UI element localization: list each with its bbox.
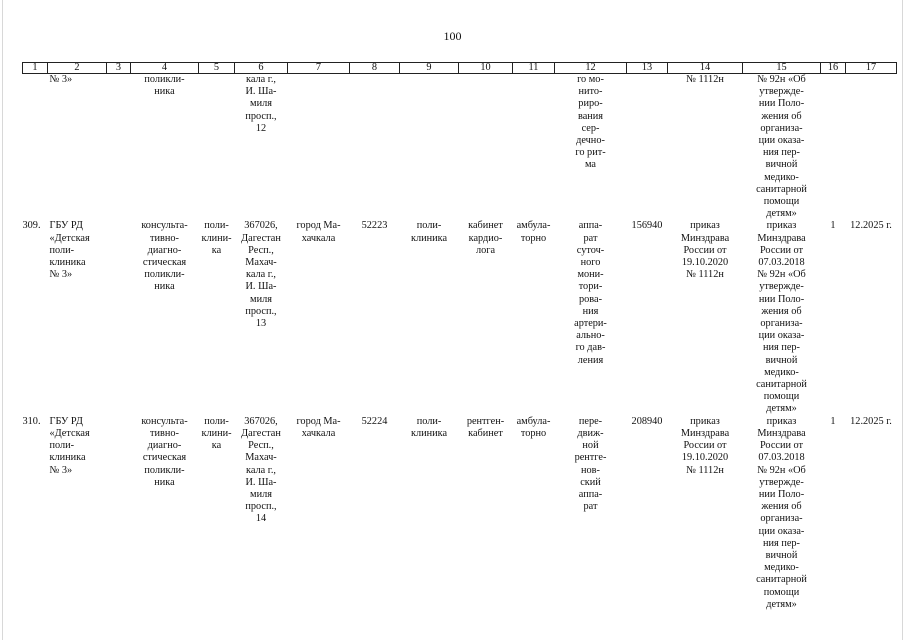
- unit-type: поли- клини- ка: [201, 415, 232, 452]
- equipment-name: го мо- нито- риро- вания сер- дечно- го рит- ма: [575, 74, 606, 171]
- department: поли- клиника: [410, 220, 448, 244]
- header-cell: 11: [513, 63, 555, 74]
- quantity: [821, 74, 846, 221]
- equipment-code: 208940: [631, 415, 663, 427]
- row-number: 310.: [22, 415, 41, 427]
- equipment-name: аппа- рат суточ- ного мони- тори- рова- ния артери- ально- го дав- ления: [574, 220, 607, 366]
- header-cell: 8: [350, 63, 400, 74]
- cell-col3: [107, 74, 131, 221]
- header-cell: 6: [235, 63, 288, 74]
- header-cell: 15: [743, 63, 821, 74]
- equipment-table: [22, 62, 897, 611]
- department: поли- клиника: [410, 415, 448, 439]
- column-number-header: [23, 63, 897, 74]
- row-number: 309.: [22, 220, 41, 232]
- header-cell: 3: [107, 63, 131, 74]
- standard-reference: № 92н «Об утвержде- нии Поло- жения об организа- ции оказа- ния пер- вичной медико- санитарной помощи детям»: [756, 74, 807, 220]
- header-cell: 9: [400, 63, 459, 74]
- order-reference: приказ Минздрава России от 19.10.2020 № 1112н: [680, 415, 730, 476]
- address: 367026, Дагестан Респ., Махач- кала г., И. Ша- миля просп., 13: [241, 220, 281, 330]
- address: кала г., И. Ша- миля просп., 12: [245, 74, 277, 134]
- header-cell: 13: [627, 63, 668, 74]
- department: [400, 74, 459, 221]
- room: [459, 74, 513, 221]
- city: город Ма- хачкала: [296, 415, 341, 439]
- code: 52224: [361, 415, 388, 427]
- cell-col3: [107, 416, 131, 611]
- care-mode: амбула- торно: [516, 415, 551, 439]
- organization-name: ГБУ РД «Детская поли- клиника № 3»: [49, 415, 90, 476]
- header-cell: 10: [459, 63, 513, 74]
- table-row: [23, 220, 897, 415]
- organization-type: поликли- ника: [144, 74, 185, 98]
- header-cell: 7: [288, 63, 350, 74]
- order-reference: приказ Минздрава России от 19.10.2020 № 1112н: [680, 220, 730, 281]
- header-cell: 5: [199, 63, 235, 74]
- care-mode: [513, 74, 555, 221]
- header-cell: 16: [821, 63, 846, 74]
- organization-name: № 3»: [49, 74, 73, 85]
- organization-type: консульта- тивно- диагно- стическая поликли- ника: [141, 415, 188, 488]
- due-date: [846, 74, 897, 221]
- code: [350, 74, 400, 221]
- quantity: 1: [830, 415, 836, 427]
- organization-type: консульта- тивно- диагно- стическая поликли- ника: [141, 220, 188, 293]
- city: [288, 74, 350, 221]
- order-reference: № 1112н: [686, 74, 724, 85]
- due-date: 12.2025 г.: [850, 220, 892, 232]
- scan-edge-right: [902, 0, 903, 640]
- page-number: 100: [443, 29, 462, 43]
- equipment-code: 156940: [631, 220, 663, 232]
- code: 52223: [361, 220, 388, 232]
- standard-reference: приказ Минздрава России от 07.03.2018 № 92н «Об утвержде- нии Поло- жения об организа- ции оказа- ния пер- вичной медико- санитарной помощи детям»: [756, 415, 807, 610]
- unit-type: [199, 74, 235, 221]
- row-number: [23, 74, 48, 221]
- equipment-code: [627, 74, 668, 221]
- unit-type: поли- клини- ка: [201, 220, 232, 256]
- care-mode: амбула- торно: [516, 220, 551, 244]
- city: город Ма- хачкала: [296, 220, 341, 244]
- header-cell: 14: [668, 63, 743, 74]
- room: кабинет кардио- лога: [468, 220, 503, 256]
- header-cell: 2: [48, 63, 107, 74]
- due-date: 12.2025 г.: [850, 415, 892, 427]
- standard-reference: приказ Минздрава России от 07.03.2018 № 92н «Об утвержде- нии Поло- жения об организа- ции оказа- ния пер- вичной медико- санитарной помощи детям»: [756, 220, 807, 415]
- scan-edge-left: [2, 0, 3, 640]
- room: рентген- кабинет: [466, 415, 505, 439]
- header-cell: 12: [555, 63, 627, 74]
- cell-col3: [107, 220, 131, 415]
- header-cell: 1: [23, 63, 48, 74]
- quantity: 1: [830, 220, 836, 232]
- table-row-continued: [23, 74, 897, 221]
- table-row: [23, 416, 897, 611]
- organization-name: ГБУ РД «Детская поли- клиника № 3»: [49, 220, 90, 281]
- header-cell: 17: [846, 63, 897, 74]
- equipment-name: пере- движ- ной рентге- нов- ский аппа- рат: [574, 415, 607, 513]
- header-cell: 4: [131, 63, 199, 74]
- address: 367026, Дагестан Респ., Махач- кала г., И. Ша- миля просп., 14: [241, 415, 281, 525]
